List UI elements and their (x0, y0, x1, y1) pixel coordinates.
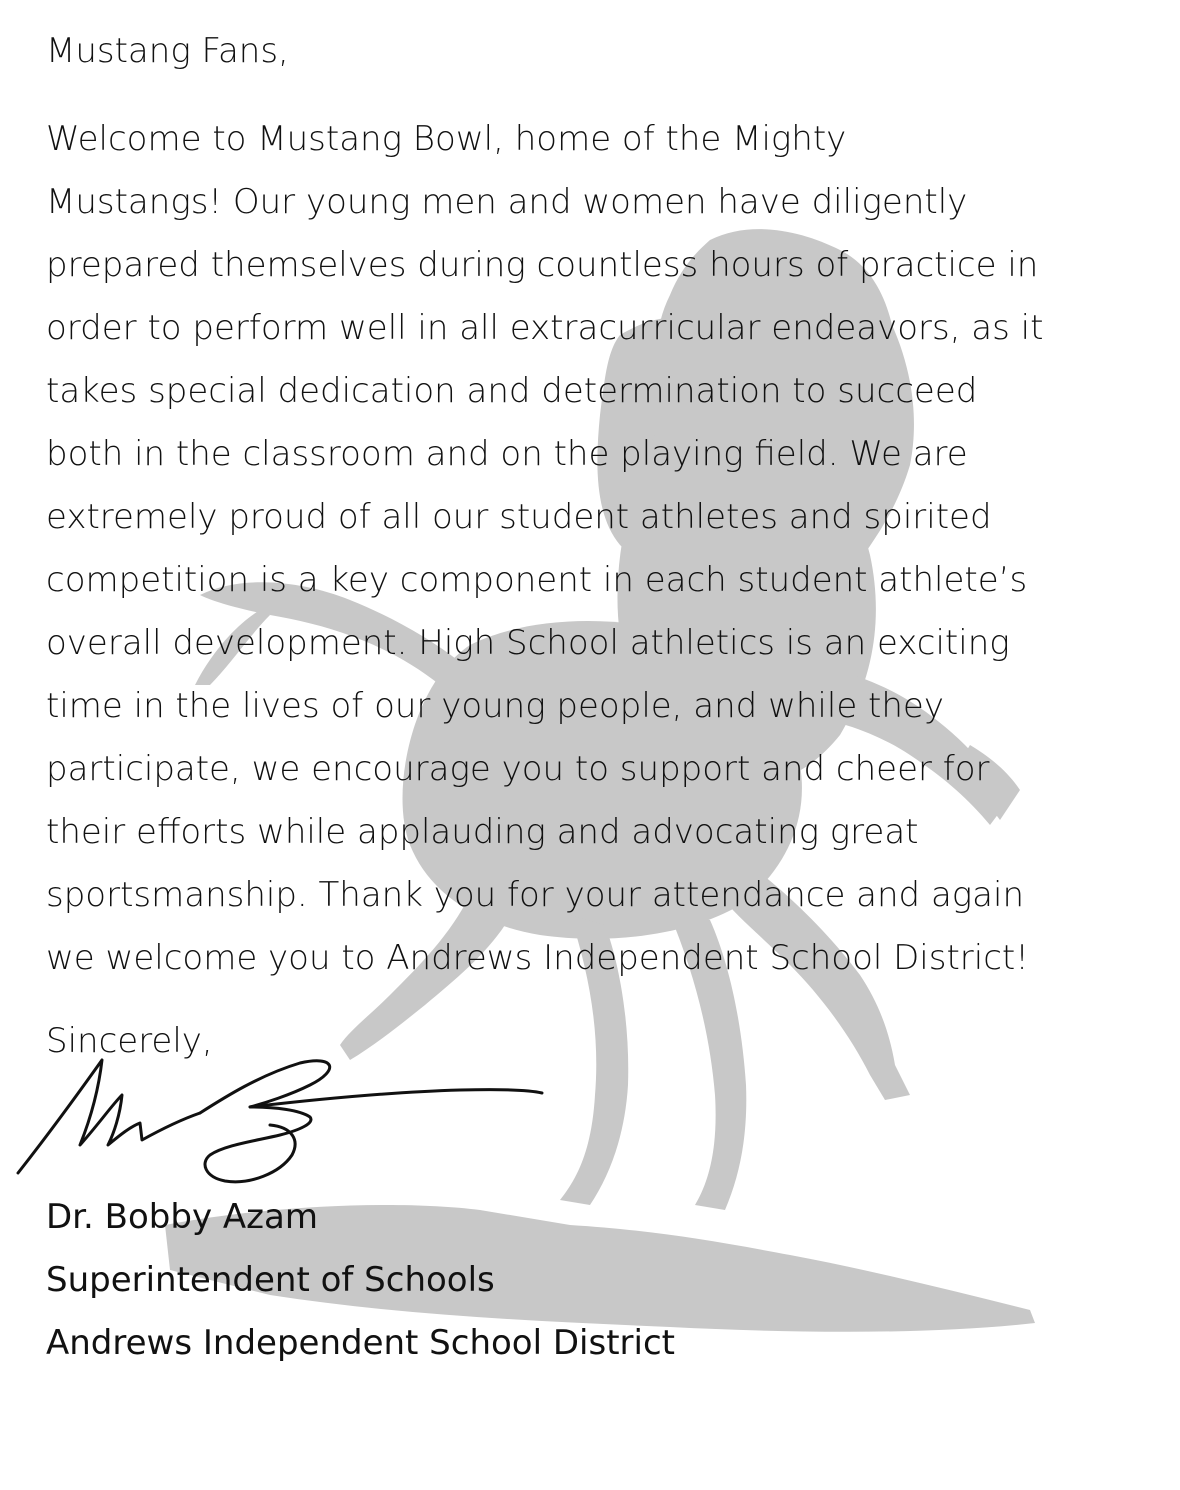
paragraph-line: both in the classroom and on the playing field. We are (46, 434, 968, 474)
paragraph-line: Welcome to Mustang Bowl, home of the Mighty (46, 119, 847, 159)
paragraph-line: their efforts while applauding and advocating great (46, 812, 919, 852)
paragraph-line: extremely proud of all our student athletes and spirited (46, 497, 992, 537)
paragraph-line: overall development. High School athletics is an exciting (46, 623, 1010, 663)
paragraph-line: prepared themselves during countless hours of practice in (46, 245, 1039, 285)
paragraph-line: sportsmanship. Thank you for your attendance and again (46, 875, 1025, 915)
signer-organization: Andrews Independent School District (46, 1323, 675, 1363)
letter-paragraph (46, 108, 1136, 990)
handwritten-signature-icon (10, 1045, 570, 1210)
signer-name: Dr. Bobby Azam (46, 1197, 318, 1237)
signature-block (46, 1186, 675, 1375)
letter-body (46, 24, 1136, 1061)
paragraph-line: takes special dedication and determination to succeed (46, 371, 978, 411)
paragraph-line: Mustangs! Our young men and women have diligently (46, 182, 968, 222)
paragraph-line: order to perform well in all extracurricular endeavors, as it (46, 308, 1044, 348)
closing: Sincerely, (46, 1021, 213, 1061)
signer-title: Superintendent of Schools (46, 1260, 495, 1300)
salutation: Mustang Fans, (46, 31, 289, 71)
paragraph-line: we welcome you to Andrews Independent School District! (46, 938, 1029, 978)
paragraph-line: time in the lives of our young people, and while they (46, 686, 944, 726)
paragraph-line: competition is a key component in each student athlete’s (46, 560, 1028, 600)
paragraph-line: participate, we encourage you to support and cheer for (46, 749, 990, 789)
